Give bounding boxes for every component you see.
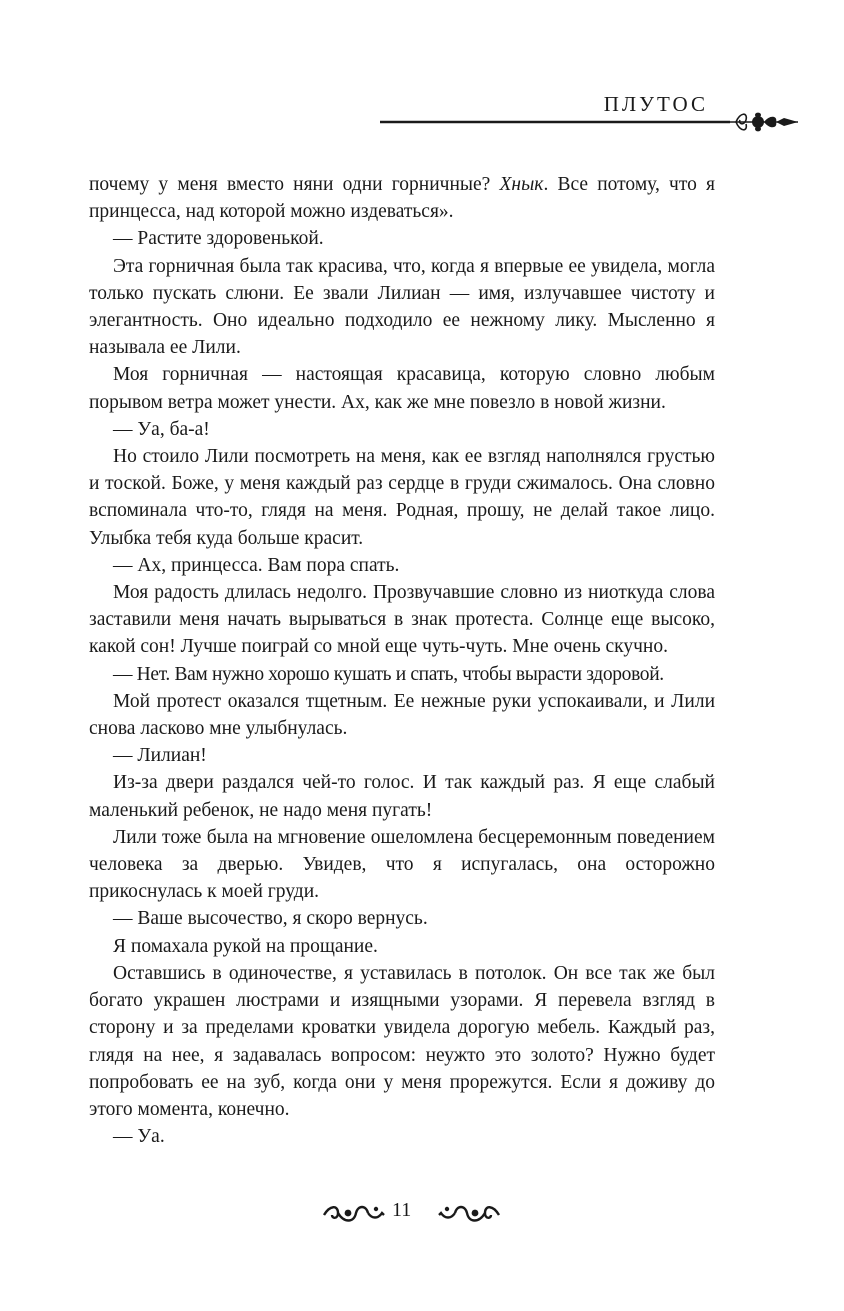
dialogue-line: — Нет. Вам нужно хорошо кушать и спать, чтобы вырасти здоровой. bbox=[113, 663, 664, 685]
dialogue-line: — Растите здоровенькой. bbox=[113, 228, 324, 250]
paragraph: Лили тоже была на мгновение ошеломлена бесцеремонным поведением человека за дверью. Увидев, что я испугалась, она осторожно прикоснулась к моей груди. bbox=[89, 826, 715, 903]
paragraph: Эта горничная была так красива, что, когда я впервые ее увидела, могла только пускать слюни. Ее звали Лилиан — имя, излучавшее чистоту и элегантность. Оно идеально подходило ее нежному лику. Мысленно я называла ее Лили. bbox=[89, 255, 715, 359]
scroll-ornament-icon bbox=[437, 1201, 501, 1227]
page-footer bbox=[0, 1193, 844, 1233]
running-title: ПЛУТОС bbox=[603, 92, 708, 116]
dialogue-line: — Ваше высочество, я скоро вернусь. bbox=[113, 908, 428, 930]
paragraph: Я помахала рукой на прощание. bbox=[113, 935, 378, 957]
dialogue-line: — Уа. bbox=[113, 1126, 165, 1148]
page-number: 11 bbox=[392, 1199, 412, 1221]
paragraph: Оставшись в одиночестве, я уставилась в потолок. Он все так же был богато украшен люстрами и изящными узорами. Я перевела взгляд в сторону и за пределами кроватки увидела дорогую мебель. Каждый раз, глядя на нее, я задавалась вопросом: неужто это золото? Нужно будет попробовать ее на зуб, когда они у меня прорежутся. Если я доживу до этого момента, конечно. bbox=[89, 962, 715, 1120]
paragraph: Из-за двери раздался чей-то голос. И так каждый раз. Я еще слабый маленький ребенок, не надо меня пугать! bbox=[89, 772, 715, 821]
paragraph: Но стоило Лили посмотреть на меня, как ее взгляд наполнялся грустью и тоской. Боже, у меня каждый раз сердце в груди сжималось. Она словно вспоминала что-то, глядя на меня. Родная, прошу, не делай такое лицо. Улыбка тебя куда больше красит. bbox=[89, 446, 715, 549]
dialogue-line: — Уа, ба-а! bbox=[113, 418, 210, 440]
scroll-ornament-icon bbox=[322, 1201, 386, 1227]
paragraph: Моя радость длилась недолго. Прозвучавшие словно из ниоткуда слова заставили меня начать вырываться в знак протеста. Солнце еще высоко, какой сон! Лучше поиграй со мной еще чуть-чуть. Мне очень скучно. bbox=[89, 582, 715, 658]
body-text bbox=[89, 171, 715, 1150]
ornamental-rule-icon bbox=[380, 106, 800, 136]
paragraph: Моя горничная — настоящая красавица, которую словно любым порывом ветра может унести. Ах, как же мне повезло в новой жизни. bbox=[89, 364, 715, 413]
dialogue-line: — Лилиан! bbox=[113, 745, 207, 767]
paragraph: Мой протест оказался тщетным. Ее нежные руки успокаивали, и Лили снова ласково мне улыбнулась. bbox=[89, 690, 715, 740]
dialogue-line: — Ах, принцесса. Вам пора спать. bbox=[113, 554, 400, 576]
paragraph: почему у меня вместо няни одни горничные? Хнык. Все потому, что я принцесса, над которой можно издеваться». bbox=[89, 174, 715, 223]
running-header bbox=[380, 88, 800, 138]
emphasis: Хнык bbox=[499, 174, 544, 195]
